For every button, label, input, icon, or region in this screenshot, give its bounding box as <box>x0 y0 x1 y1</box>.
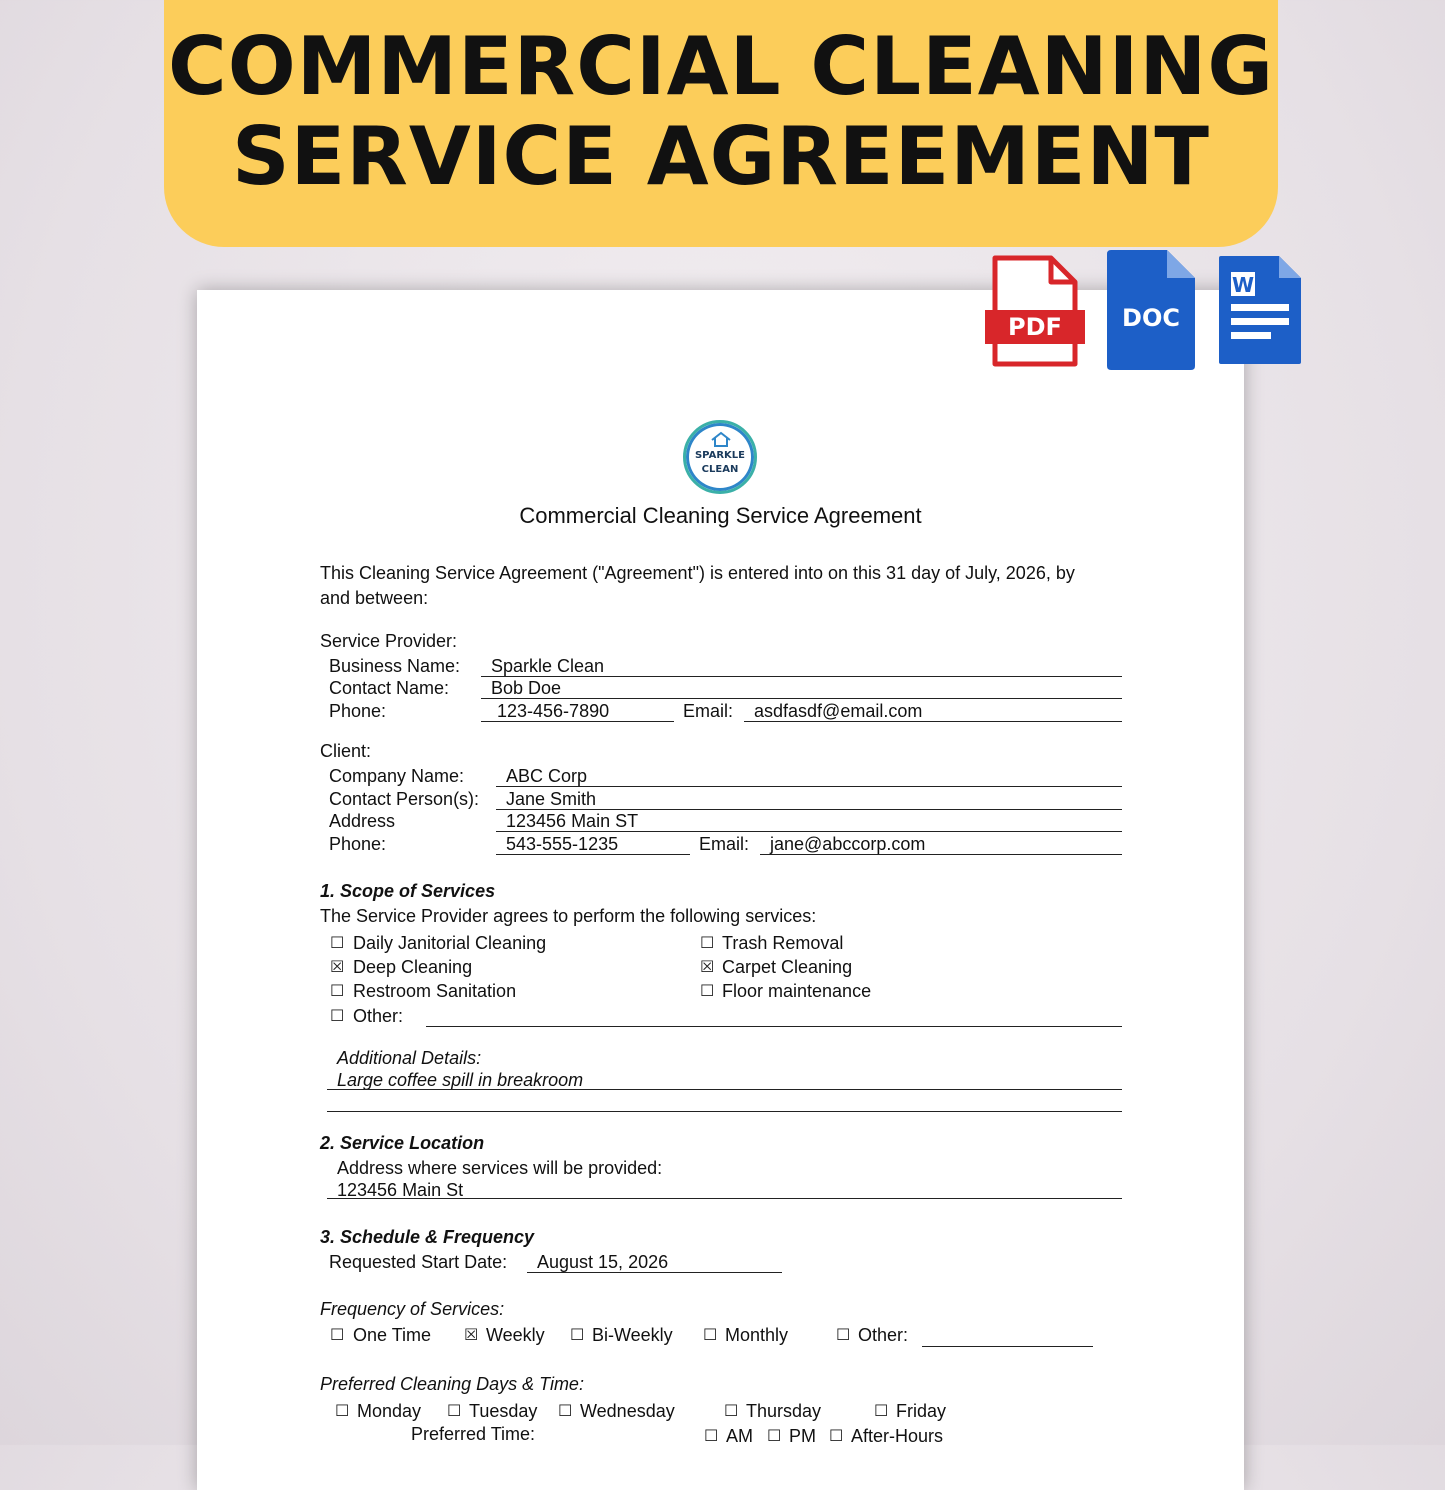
logo-text-line-1: SPARKLE <box>694 450 745 461</box>
checkbox-icon[interactable]: ☐ <box>330 1325 345 1344</box>
time-option-label: AM <box>726 1426 753 1446</box>
checkbox-icon[interactable]: ☐ <box>447 1401 462 1420</box>
client-address-line <box>496 831 1122 832</box>
service-option-label: Restroom Sanitation <box>353 981 517 1001</box>
days-label: Preferred Cleaning Days & Time: <box>320 1374 584 1394</box>
word-file-icon <box>1217 254 1303 366</box>
start-date-value: August 15, 2026 <box>537 1252 669 1272</box>
checkbox-icon[interactable]: ☐ <box>703 1325 718 1344</box>
frequency-other-line[interactable] <box>922 1346 1093 1347</box>
additional-details-line-1 <box>327 1089 1122 1090</box>
checked-checkbox-icon[interactable]: ☒ <box>464 1325 479 1344</box>
location-label: Address where services will be provided: <box>337 1158 663 1178</box>
doc-label: DOC <box>1122 304 1180 332</box>
checkbox-icon[interactable]: ☐ <box>836 1325 851 1344</box>
frequency-option-label: Bi-Weekly <box>592 1325 673 1345</box>
logo-text-line-2: CLEAN <box>701 464 739 475</box>
checkbox-icon[interactable]: ☐ <box>767 1426 782 1445</box>
provider-phone-line <box>481 721 674 722</box>
file-format-icons <box>983 248 1303 373</box>
service-option-label: Daily Janitorial Cleaning <box>353 933 547 953</box>
checkbox-icon[interactable]: ☐ <box>335 1401 350 1420</box>
schedule-heading: 3. Schedule & Frequency <box>320 1227 535 1247</box>
client-contact-label: Contact Person(s): <box>329 789 480 809</box>
service-option-label: Floor maintenance <box>722 981 872 1001</box>
pdf-file-icon <box>983 254 1088 369</box>
provider-contact-value: Bob Doe <box>491 678 562 698</box>
service-other-line[interactable] <box>426 1026 1122 1027</box>
day-option-label: Wednesday <box>580 1401 675 1421</box>
word-letter: W <box>1231 273 1255 297</box>
service-option-label: Carpet Cleaning <box>722 957 853 977</box>
client-email-line <box>760 854 1122 855</box>
checkbox-icon[interactable]: ☐ <box>829 1426 844 1445</box>
checkbox-icon[interactable]: ☐ <box>700 981 715 1000</box>
additional-details-line-2 <box>327 1111 1122 1112</box>
time-option-label: PM <box>789 1426 816 1446</box>
service-option-label: Other: <box>353 1006 404 1026</box>
title-banner <box>164 0 1278 247</box>
checkbox-icon[interactable]: ☐ <box>724 1401 739 1420</box>
checkbox-icon[interactable]: ☐ <box>700 933 715 952</box>
checkbox-icon[interactable]: ☐ <box>330 933 345 952</box>
start-date-line <box>527 1272 782 1273</box>
client-heading: Client: <box>320 741 372 761</box>
location-value: 123456 Main St <box>337 1180 464 1200</box>
client-email-label: Email: <box>699 834 750 854</box>
client-phone-label: Phone: <box>329 834 387 854</box>
service-option-label: Deep Cleaning <box>353 957 473 977</box>
frequency-option-label: Monthly <box>725 1325 789 1345</box>
client-phone-line <box>496 854 690 855</box>
scope-heading: 1. Scope of Services <box>320 881 496 901</box>
checkbox-icon[interactable]: ☐ <box>570 1325 585 1344</box>
checked-checkbox-icon[interactable]: ☒ <box>700 957 715 976</box>
provider-business-value: Sparkle Clean <box>491 656 605 676</box>
provider-business-line <box>481 676 1122 677</box>
location-line <box>327 1198 1122 1199</box>
provider-email-label: Email: <box>683 701 734 721</box>
frequency-option-label: Other: <box>858 1325 909 1345</box>
client-address-label: Address <box>329 811 396 831</box>
doc-file-icon <box>1105 248 1197 372</box>
document-title: Commercial Cleaning Service Agreement <box>519 503 922 528</box>
provider-phone-label: Phone: <box>329 701 387 721</box>
intro-line-1: This Cleaning Service Agreement ("Agreement") is entered into on this 31 day of July, 2026, by <box>320 563 1075 583</box>
provider-phone-value: 123-456-7890 <box>497 701 610 721</box>
banner-title-line-2: SERVICE AGREEMENT <box>231 110 1210 203</box>
provider-contact-line <box>481 698 1122 699</box>
client-email-value: jane@abccorp.com <box>770 834 926 854</box>
house-icon <box>710 431 732 447</box>
client-contact-line <box>496 809 1122 810</box>
checkbox-icon[interactable]: ☐ <box>558 1401 573 1420</box>
service-option-label: Trash Removal <box>722 933 844 953</box>
provider-contact-label: Contact Name: <box>329 678 450 698</box>
client-address-value: 123456 Main ST <box>506 811 639 831</box>
day-option-label: Friday <box>896 1401 947 1421</box>
banner-title-line-1: COMMERCIAL CLEANING <box>168 20 1274 113</box>
provider-heading: Service Provider: <box>320 631 458 651</box>
provider-business-label: Business Name: <box>329 656 461 676</box>
checkbox-icon[interactable]: ☐ <box>330 1006 345 1025</box>
day-option-label: Tuesday <box>469 1401 538 1421</box>
provider-email-line <box>744 721 1122 722</box>
time-option-label: After-Hours <box>851 1426 944 1446</box>
checkbox-icon[interactable]: ☐ <box>874 1401 889 1420</box>
company-logo <box>683 420 757 494</box>
frequency-option-label: One Time <box>353 1325 432 1345</box>
additional-details-label: Additional Details: <box>337 1048 482 1068</box>
start-date-label: Requested Start Date: <box>329 1252 508 1272</box>
frequency-option-label: Weekly <box>486 1325 545 1345</box>
client-company-line <box>496 786 1122 787</box>
provider-email-value: asdfasdf@email.com <box>754 701 923 721</box>
client-phone-value: 543-555-1235 <box>506 834 619 854</box>
pdf-label: PDF <box>1008 313 1062 341</box>
client-company-value: ABC Corp <box>506 766 588 786</box>
day-option-label: Monday <box>357 1401 422 1421</box>
client-contact-value: Jane Smith <box>506 789 597 809</box>
client-company-label: Company Name: <box>329 766 465 786</box>
checkbox-icon[interactable]: ☐ <box>704 1426 719 1445</box>
additional-details-value: Large coffee spill in breakroom <box>337 1070 584 1090</box>
checkbox-icon[interactable]: ☐ <box>330 981 345 1000</box>
scope-intro: The Service Provider agrees to perform the following services: <box>320 906 817 926</box>
checked-checkbox-icon[interactable]: ☒ <box>330 957 345 976</box>
preferred-time-label: Preferred Time: <box>411 1424 536 1444</box>
location-heading: 2. Service Location <box>320 1133 485 1153</box>
frequency-label: Frequency of Services: <box>320 1299 505 1319</box>
day-option-label: Thursday <box>746 1401 822 1421</box>
intro-line-2: and between: <box>320 588 429 608</box>
